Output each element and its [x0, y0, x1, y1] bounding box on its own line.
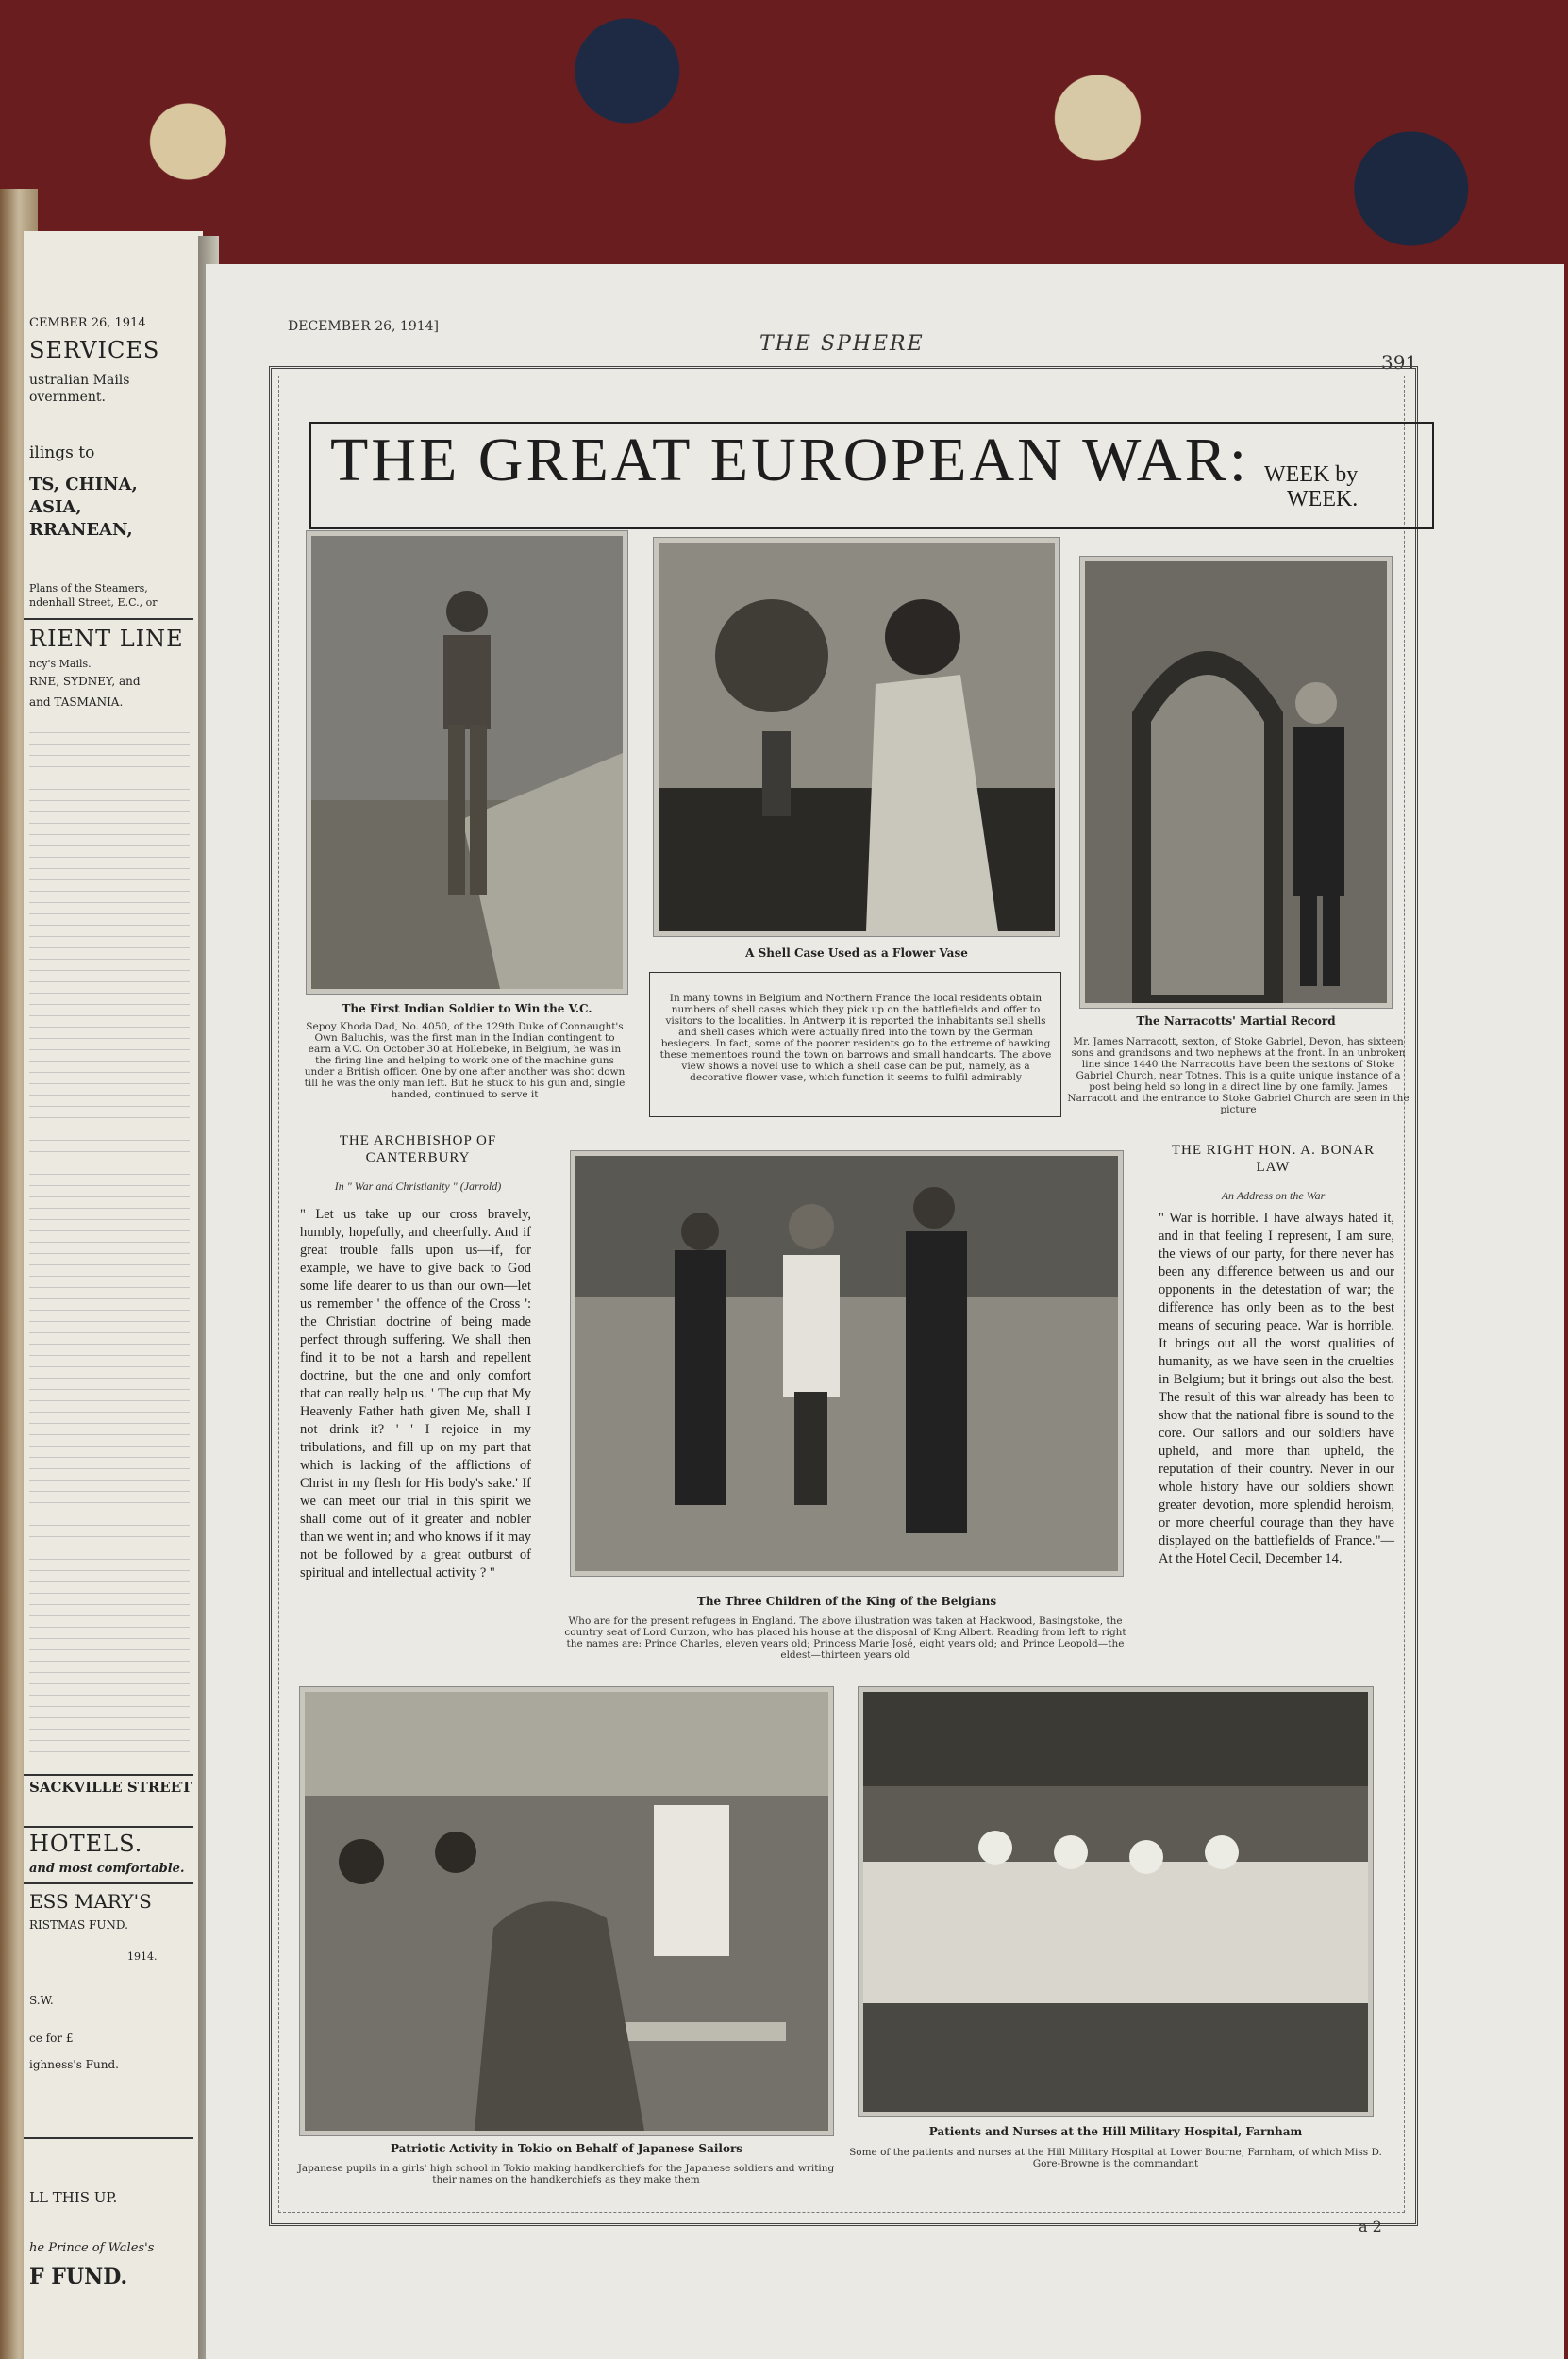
text-flower-vase: In many towns in Belgium and Northern France the local residents obtain numbers of shell cases which they pick up on the battlefields and offer to visitors to the localities. In Antwerp it is reported the inhabitants sell shells and shell cases which were actually fired into the town by the German besiegers. In fact, some of the poorer residents go to the extreme of hawking these mementoes round the town on barrows and small handcarts. The above view shows a novel use to which a shell case can be put, namely, as a decorative flower vase, which function it seems to fulfil admirably: [659, 993, 1052, 1083]
archbishop-heading: THE ARCHBISHOP OF CANTERBURY: [339, 1133, 497, 1165]
caption-tokio-school: Patriotic Activity in Tokio on Behalf of Japanese Sailors: [390, 2142, 743, 2155]
caption-belgian-children: The Three Children of the King of the Belgians: [696, 1595, 997, 1608]
left-page-rule: [24, 2137, 193, 2139]
left-page: [24, 231, 203, 2359]
caption-indian-soldier: The First Indian Soldier to Win the V.C.: [342, 1002, 592, 1015]
left-page-line: TS, CHINA,: [29, 475, 138, 494]
caption-church-door: The Narracotts' Martial Record: [1136, 1014, 1336, 1028]
left-page-line: he Prince of Wales's: [29, 2241, 155, 2255]
signature-mark: a 2: [1359, 2217, 1382, 2235]
archbishop-quote: " Let us take up our cross bravely, humbly, hopefully, and cheerfully. And if great trouble falls upon us—if, for example, we have to give back to God some life dearer to us than our own—let us remember ' the offence of the Cross ': the Christian doctrine of being made perfect through suffering. We shall then find it to be not a harsh and repellent doctrine, but the one and only comfort that can really help us. ' The cup that My Heavenly Father hath given Me, shall I not drink it? ' ' I rejoice in my tribulations, and fill up on my part that which is lacking of the afflictions of Christ in my flesh for His body's sake.' If we can meet our trial in this spirit we shall come out of it greater and nobler than we went in; and who knows if it may not be followed by a great outburst of spiritual and intellectual activity ? ": [300, 1207, 531, 1581]
text-church-door: Mr. James Narracott, sexton, of Stoke Gabriel, Devon, has sixteen sons and grandsons and two nephews at the front. In an unbroken line since 1440 the Narracotts have been the sextons of Stoke Gabriel Church, near Totnes. This is a quite unique instance of a post being held so long in a direct line by one family. James Narracott and the entrance to Stoke Gabriel Church are seen in the picture: [1067, 1036, 1410, 1115]
title-week-by-week: [1264, 462, 1358, 511]
left-page-line: ndenhall Street, E.C., or: [29, 596, 158, 609]
text-hill-hospital: Some of the patients and nurses at the Hill Military Hospital at Lower Bourne, Farnham, of which Miss D. Gore-Browne is the commandant: [849, 2147, 1382, 2169]
left-page-line: and most comfortable.: [29, 1862, 185, 1876]
left-page-line: SACKVILLE STREET: [29, 1779, 192, 1796]
photo-hill-hospital: [859, 1687, 1373, 2116]
left-page-line: SERVICES: [29, 337, 160, 363]
photo-belgian-children: [571, 1151, 1123, 1576]
issue-date: DECEMBER 26, 1914]: [288, 319, 440, 334]
photo-indian-soldier: [307, 531, 627, 994]
left-page-fine-print: [29, 722, 190, 1760]
left-page-line: CEMBER 26, 1914: [29, 316, 146, 330]
caption-flower-vase: A Shell Case Used as a Flower Vase: [745, 946, 968, 960]
left-page-line: and TASMANIA.: [29, 695, 124, 709]
left-page-line: ustralian Mails: [29, 373, 130, 388]
left-page-line: RNE, SYDNEY, and: [29, 675, 141, 688]
left-page-line: S.W.: [29, 1994, 54, 2007]
left-page-line: ilings to: [29, 443, 95, 462]
left-page-line: ASIA,: [29, 497, 82, 517]
left-page-line: ighness's Fund.: [29, 2058, 119, 2071]
left-page-line: RIENT LINE: [29, 626, 184, 652]
left-page-rule: [24, 1774, 193, 1776]
left-page-rule: [24, 1826, 193, 1828]
week-line: WEEK.: [1287, 487, 1359, 511]
bonar-law-quote: " War is horrible. I have always hated it, and in that feeling I represent, I am sure, the views of our party, for there never has been any difference between us and our opponents in the detestation of war; the difference has only been as to the best means of securing peace. War is horrible. It brings out all the worst qualities of humanity, as we have seen in the cruelties in Belgium; but it brings out also the best. The result of this war already has been to show that the national fibre is sound to the core. Our sailors and our soldiers have upheld, and more than upheld, the reputation of their country. Never in our whole history have our soldiers shown greater devotion, more splendid heroism, or more cheerful courage than they have displayed on the battlefields of France."—At the Hotel Cecil, December 14.: [1159, 1211, 1394, 1566]
text-tokio-school: Japanese pupils in a girls' high school in Tokio making handkerchiefs for the Japanese soldiers and writing their names on the handkerchiefs as they make them: [297, 2163, 835, 2185]
left-page-line: overnment.: [29, 390, 106, 405]
left-page-line: LL THIS UP.: [29, 2189, 118, 2206]
page-title: THE GREAT EUROPEAN WAR:: [330, 426, 1250, 494]
left-page-line: HOTELS.: [29, 1831, 143, 1857]
photo-flower-vase: [654, 538, 1059, 936]
bonar-law-source: An Address on the War: [1221, 1189, 1326, 1202]
left-page-line: RISTMAS FUND.: [29, 1918, 128, 1932]
publication-name: THE SPHERE: [759, 332, 925, 356]
photo-church-door: [1080, 557, 1392, 1008]
left-page-line: RRANEAN,: [29, 520, 133, 540]
photo-tokio-school: [300, 1687, 833, 2135]
caption-hill-hospital: Patients and Nurses at the Hill Military Hospital, Farnham: [928, 2125, 1303, 2138]
archbishop-source: In " War and Christianity " (Jarrold): [334, 1180, 502, 1193]
left-page-line: 1914.: [127, 1950, 158, 1963]
left-page-rule: [24, 618, 193, 620]
left-page-rule: [24, 1882, 193, 1884]
left-page-line: F FUND.: [29, 2265, 128, 2289]
left-page-line: ncy's Mails.: [29, 658, 92, 670]
left-page-line: Plans of the Steamers,: [29, 582, 148, 594]
page-number: 391: [1381, 351, 1418, 374]
left-page-line: ESS MARY'S: [29, 1890, 152, 1913]
left-page-line: ce for £: [29, 2032, 74, 2045]
bonar-law-heading: THE RIGHT HON. A. BONAR LAW: [1171, 1143, 1376, 1175]
week-line: WEEK by: [1264, 462, 1359, 487]
text-indian-soldier: Sepoy Khoda Dad, No. 4050, of the 129th Duke of Connaught's Own Baluchis, was the first man in the Indian contingent to earn a V.C. On October 30 at Hollebeke, in Belgium, he was in the firing line and helping to work one of the machine guns under a British officer. One by one after another was shot down till he was the only man left. But he stuck to his gun and, single handed, continued to serve it: [304, 1021, 626, 1100]
text-belgian-children: Who are for the present refugees in England. The above illustration was taken at Hackwood, Basingstoke, the country seat of Lord Curzon, who has placed his house at the disposal of King Albert. Reading from left to right the names are: Prince Charles, eleven years old; Princess Marie José, eight years old; and Prince Leopold—the eldest—thirteen years old: [564, 1615, 1126, 1661]
